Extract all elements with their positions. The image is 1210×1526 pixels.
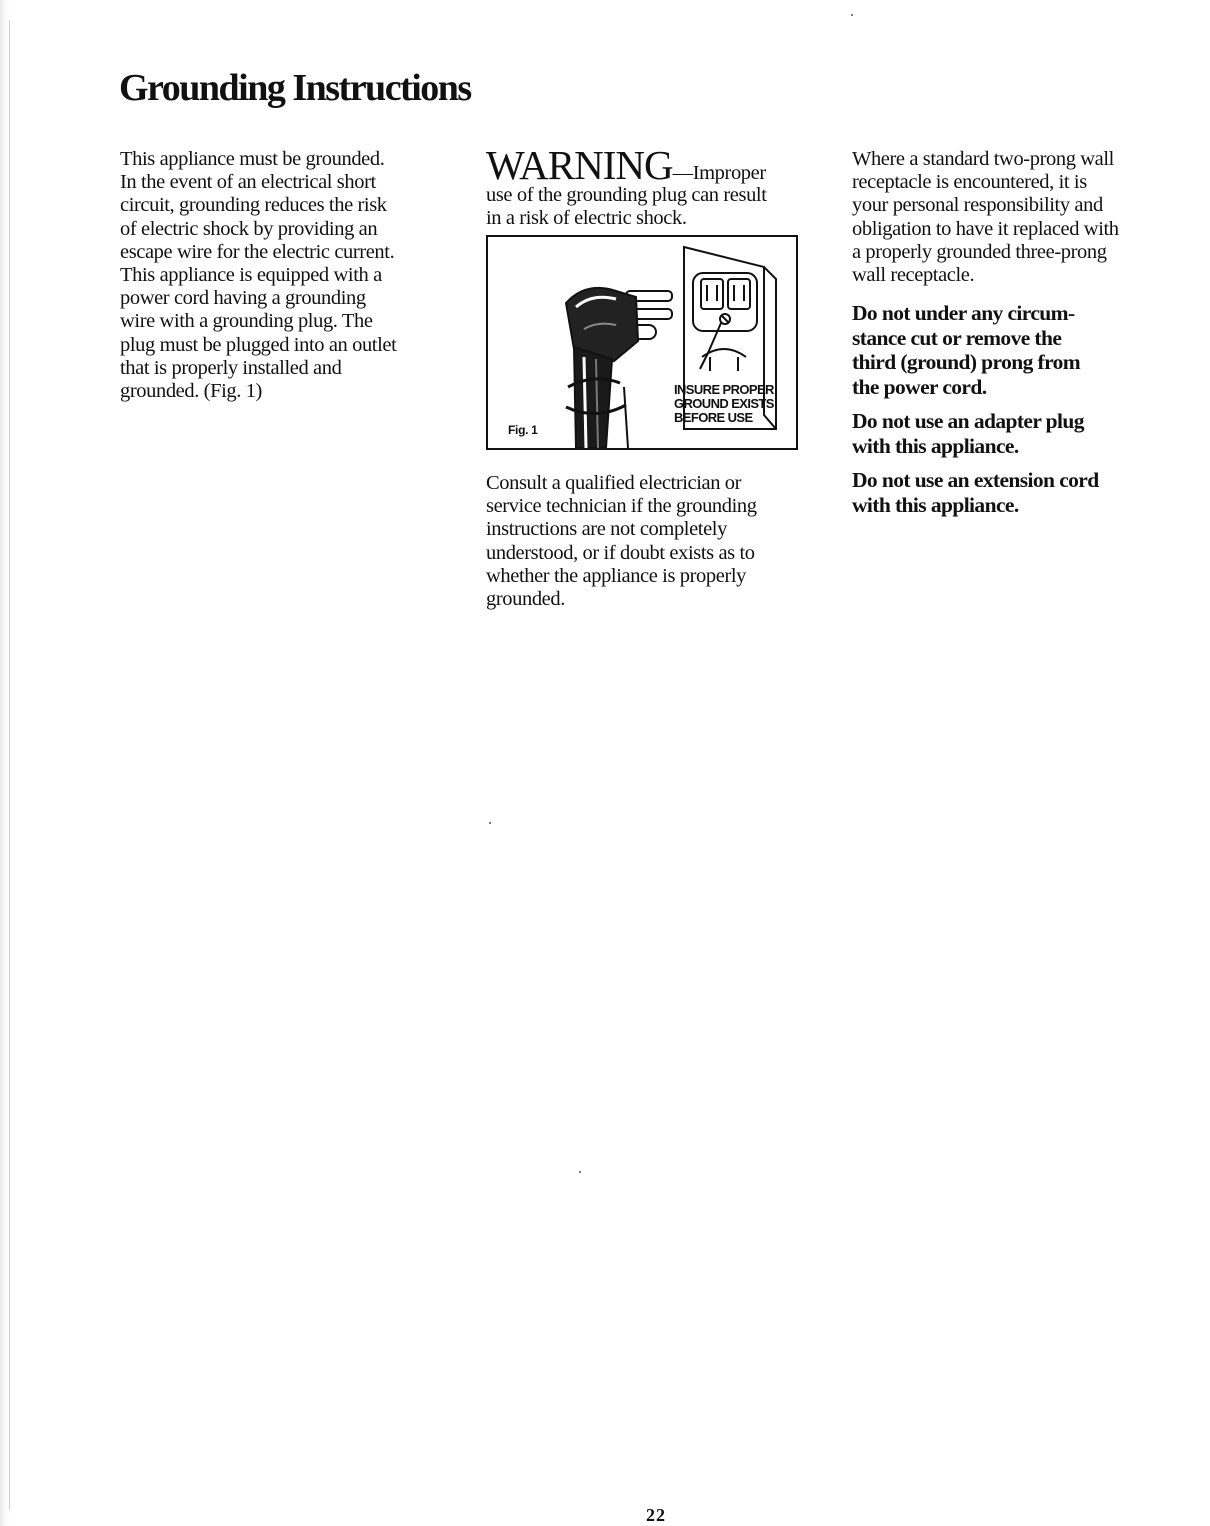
- bold-warnings-list: [852, 301, 1172, 517]
- page-number: 22: [646, 1505, 666, 1525]
- figure-caption: Fig. 1: [508, 423, 538, 437]
- figure-callout-label: INSURE PROPER GROUND EXISTS BEFORE USE: [674, 382, 774, 425]
- column-left: [120, 146, 450, 403]
- page-title: Grounding Instructions: [119, 67, 471, 109]
- column-middle: [486, 142, 816, 230]
- two-prong-receptacle-paragraph: Where a standard two-prong wall receptacle is encountered, it is your personal responsibility and obligation to have it replaced with a properly grounded three-prong wall receptacle.: [852, 148, 1119, 287]
- scan-edge-line: [9, 20, 10, 1510]
- power-cord: [566, 347, 628, 448]
- warning-no-extension-cord: Do not use an extension cord with this appliance.: [852, 468, 1099, 517]
- figure-1-grounded-plug-illustration: [486, 235, 798, 450]
- scan-speck: [489, 822, 491, 824]
- consult-electrician-paragraph: Consult a qualified electrician or service technician if the grounding instructions are not completely understood, or if doubt exists as to whether the appliance is properly grounded.: [486, 472, 757, 611]
- warning-heading: [486, 142, 816, 188]
- warning-word: WARNING: [486, 142, 673, 188]
- scan-speck: [851, 14, 853, 16]
- warning-paragraph: use of the grounding plug can result in a risk of electric shock.: [486, 184, 767, 230]
- grounding-requirement-paragraph: This appliance must be grounded. In the event of an electrical short circuit, grounding reduces the risk of electric shock by providing an escape wire for the electric current. This appliance is equipped with a power cord having a grounding wire with a grounding plug. The plug must be plugged into an outlet that is properly installed and grounded. (Fig. 1): [120, 148, 397, 403]
- warning-heading-rest: —Improper: [672, 162, 766, 184]
- column-right: [852, 146, 1172, 527]
- warning-do-not-remove-ground-prong: Do not under any circum- stance cut or remove the third (ground) prong from the power cord.: [852, 301, 1081, 399]
- scan-speck: [579, 1171, 581, 1173]
- warning-no-adapter-plug: Do not use an adapter plug with this appliance.: [852, 409, 1084, 458]
- consult-electrician-block: [486, 472, 816, 611]
